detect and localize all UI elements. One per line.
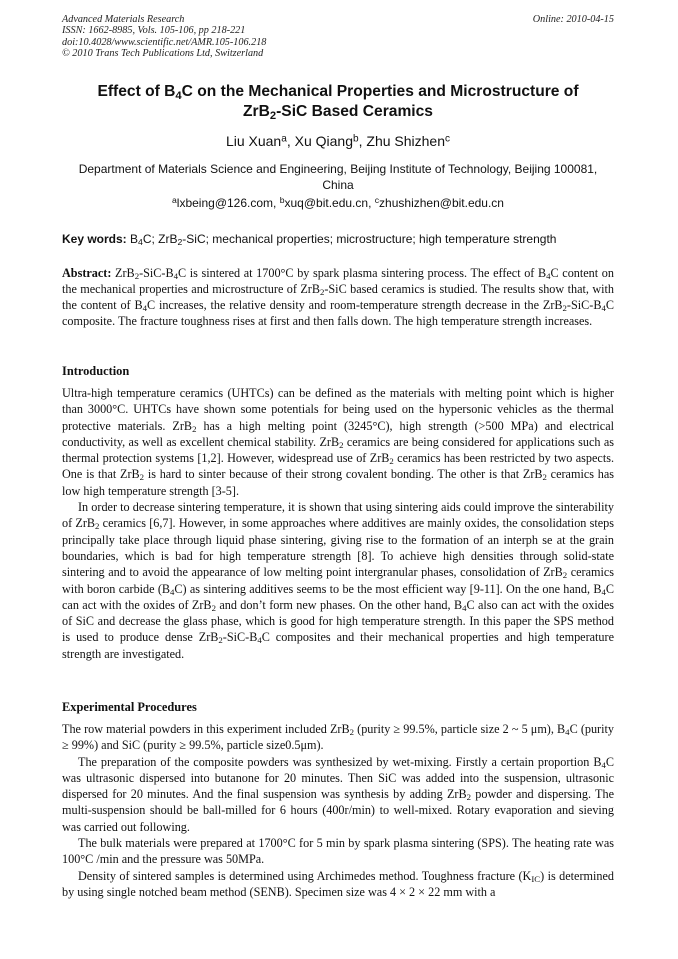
superscript: a: [172, 195, 177, 206]
paragraph: [62, 721, 614, 754]
text-segment: -SiC; mechanical properties; microstructure; high temperature strength: [182, 232, 557, 246]
copyright-line: © 2010 Trans Tech Publications Ltd, Switzerland: [62, 48, 264, 60]
superscript: c: [445, 133, 451, 145]
text-segment: is hard to sinter because of their strong covalent bonding. The other is that ZrB: [144, 467, 543, 482]
online-date: Online: 2010-04-15: [532, 14, 614, 25]
subscript: 4: [546, 271, 551, 282]
text-segment: , Zhu Shizhen: [358, 133, 445, 149]
subscript: 2: [177, 237, 183, 248]
subscript: 2: [542, 472, 547, 483]
subscript: 2: [269, 109, 277, 122]
text-segment: C on the Mechanical Properties and Microstructure of: [181, 83, 579, 100]
text-segment: ceramics has been restricted by two aspects. One is that ZrB: [62, 451, 615, 482]
text-segment: xuq@bit.edu.cn,: [284, 196, 375, 210]
text-segment: ceramics are being considered for applications such as thermal protection systems [1,2]. However, widespread use of ZrB: [62, 434, 614, 466]
experimental-body: [62, 721, 614, 900]
paragraph: [62, 835, 614, 868]
text-segment: ) is determined by using single notched beam method (SENB). Specimen size was 4 × 2 × 22 mm with a: [62, 868, 614, 899]
subscript: 4: [142, 303, 147, 313]
title-line-1: [62, 82, 614, 102]
subscript: 4: [170, 586, 175, 597]
text-segment: lxbeing@126.com,: [176, 196, 280, 210]
text-segment: The row material powders in this experiment included ZrB: [62, 722, 350, 736]
superscript: b: [279, 195, 285, 206]
text-segment: , Xu Qiang: [286, 133, 353, 149]
subscript: 2: [134, 271, 140, 282]
superscript: b: [353, 133, 359, 145]
author-list: [62, 132, 614, 150]
subscript: 4: [601, 759, 606, 770]
introduction-body: [62, 385, 614, 662]
journal-header: [62, 14, 266, 60]
section-heading-introduction: Introduction: [62, 364, 130, 378]
superscript: c: [374, 195, 380, 206]
abstract: [62, 266, 614, 330]
text-segment: C composites and their mechanical properties and high temperature strength are investigated.: [62, 630, 614, 661]
text-segment: zhushizhen@bit.edu.cn: [379, 196, 504, 210]
subscript: 4: [138, 237, 143, 248]
journal-name: Advanced Materials Research: [62, 14, 185, 25]
subscript: 4: [257, 635, 262, 646]
text-segment: ZrB: [243, 103, 270, 120]
abstract-content: [62, 266, 614, 328]
text-segment: C) as sintering additives seems to be the most efficient way [9-11]. On the one hand, B: [174, 581, 602, 596]
text-segment: The preparation of the composite powders was synthesized by wet-mixing. Firstly a certain proportion B: [78, 754, 602, 769]
superscript: a: [281, 133, 287, 145]
subscript: 4: [565, 727, 570, 738]
text-segment: C (purity ≥ 99%) and SiC (purity ≥ 99.5%, particle size0.5μm).: [62, 722, 614, 753]
text-segment: C can act with the oxides of ZrB: [62, 581, 614, 612]
text-segment: -SiC-B: [222, 630, 258, 645]
text-segment: ZrB: [111, 266, 135, 280]
text-segment: The bulk materials were prepared at 1700°C for 5 min by spark plasma sintering (SPS). The heating rate was 100°C /min and the pressure was 50MPa.: [62, 836, 614, 867]
affiliation-line-2: China: [322, 177, 354, 192]
keywords-content: [127, 232, 557, 246]
affiliation-line-1: Department of Materials Science and Engineering, Beijing Institute of Technology, Beijing 100081,: [78, 162, 598, 176]
text-segment: ceramics [6,7]. However, in some approaches where additives are mainly oxides, the consolidation steps principally take place through liquid phase sintering, giving rise to the formation of an interph se at the grain boundaries, which is bad for high temperature strength [8]. To achieve high densities through solid-state sintering and to avoid the appearance of low melting point intergranular phases, consolidation of ZrB: [62, 516, 614, 580]
subscript: 2: [95, 521, 100, 532]
paper-title: [62, 82, 614, 122]
subscript: 4: [173, 271, 179, 282]
subscript: 2: [139, 472, 145, 483]
doi-line: doi:10.4028/www.scientific.net/AMR.105-106.218: [62, 36, 267, 48]
text-segment: C composite. The fracture toughness rises at first and then falls down. The high temperature strength increases.: [62, 297, 614, 328]
subscript: 2: [562, 570, 568, 581]
text-segment: ceramics with boron carbide (B: [62, 565, 615, 596]
subscript: 2: [211, 603, 216, 614]
subscript: IC: [531, 873, 541, 884]
text-segment: -SiC Based Ceramics: [276, 103, 433, 120]
subscript: 4: [175, 89, 182, 102]
text-segment: powder and dispersing. The multi-suspension should be ball-milled for 6 hours (400r/min) to well-mixed. Rotary evaporation and sieving was carried out following.: [62, 787, 614, 834]
abstract-label: Abstract:: [62, 266, 112, 280]
affiliation: [62, 162, 614, 193]
text-segment: C was ultrasonic dispersed into butanone for 20 minutes. Then SiC was added into the suspension, ultrasonic dispersed for 20 minutes. And the final suspension was synthesis by adding ZrB: [62, 754, 614, 802]
section-heading-experimental: Experimental Procedures: [62, 700, 197, 714]
text-segment: C also can act with the oxides of SiC and decrease the glass phase, which is good for high temperature strength. In this paper the SPS method is used to produce dense ZrB: [62, 597, 614, 645]
subscript: 4: [601, 586, 606, 597]
title-line-2: [62, 102, 614, 122]
keywords: [62, 232, 614, 247]
author-emails: [62, 196, 614, 211]
text-segment: -SiC-B: [566, 297, 602, 312]
subscript: 2: [192, 423, 197, 434]
keywords-label: Key words:: [62, 232, 127, 246]
paragraph: [62, 868, 614, 901]
text-segment: C increases, the relative density and room-temperature strength decrease in the ZrB: [146, 297, 563, 312]
subscript: 2: [218, 635, 223, 646]
text-segment: Liu Xuan: [225, 133, 282, 149]
text-segment: Effect of B: [97, 83, 176, 100]
subscript: 2: [349, 727, 355, 738]
subscript: 4: [601, 303, 606, 313]
paragraph: [62, 754, 614, 835]
text-segment: Density of sintered samples is determined using Archimedes method. Toughness fracture (K: [78, 868, 532, 883]
text-segment: -SiC based ceramics is studied. The results show that, with the content of B: [62, 281, 614, 312]
issn-line: ISSN: 1662-8985, Vols. 105-106, pp 218-221: [62, 25, 246, 37]
subscript: 2: [562, 303, 567, 313]
text-segment: C is sintered at 1700°C by spark plasma sintering process. The effect of B: [178, 266, 547, 280]
text-segment: C content on the mechanical properties and microstructure of ZrB: [62, 266, 614, 296]
subscript: 4: [462, 603, 467, 614]
paragraph: [62, 385, 614, 499]
text-segment: B: [126, 232, 139, 246]
subscript: 2: [389, 456, 394, 467]
text-segment: (purity ≥ 99.5%, particle size 2 ~ 5 μm), B: [354, 722, 566, 736]
text-segment: and don’t form new phases. On the other hand, B: [215, 597, 463, 612]
text-segment: In order to decrease sintering temperature, it is shown that using sintering aids could improve the sinterability of ZrB: [62, 500, 614, 531]
paragraph: [62, 499, 614, 662]
text-segment: ceramics has low high temperature strength [3-5].: [62, 467, 614, 498]
text-segment: -SiC-B: [139, 266, 174, 280]
subscript: 2: [339, 440, 344, 451]
subscript: 2: [319, 287, 325, 298]
text-segment: has a high melting point (3245°C), high strength (>500 MPa) and electrical conductivity, as well as excellent chemical stability. ZrB: [62, 418, 614, 449]
subscript: 2: [466, 792, 472, 803]
text-segment: C; ZrB: [142, 232, 178, 246]
text-segment: Ultra-high temperature ceramics (UHTCs) can be defined as the materials with melting point which is higher than 3000°C. UHTCs have shown some potentials for being used on the hypersonic vehicles as the thermal protective materials. ZrB: [62, 386, 614, 433]
